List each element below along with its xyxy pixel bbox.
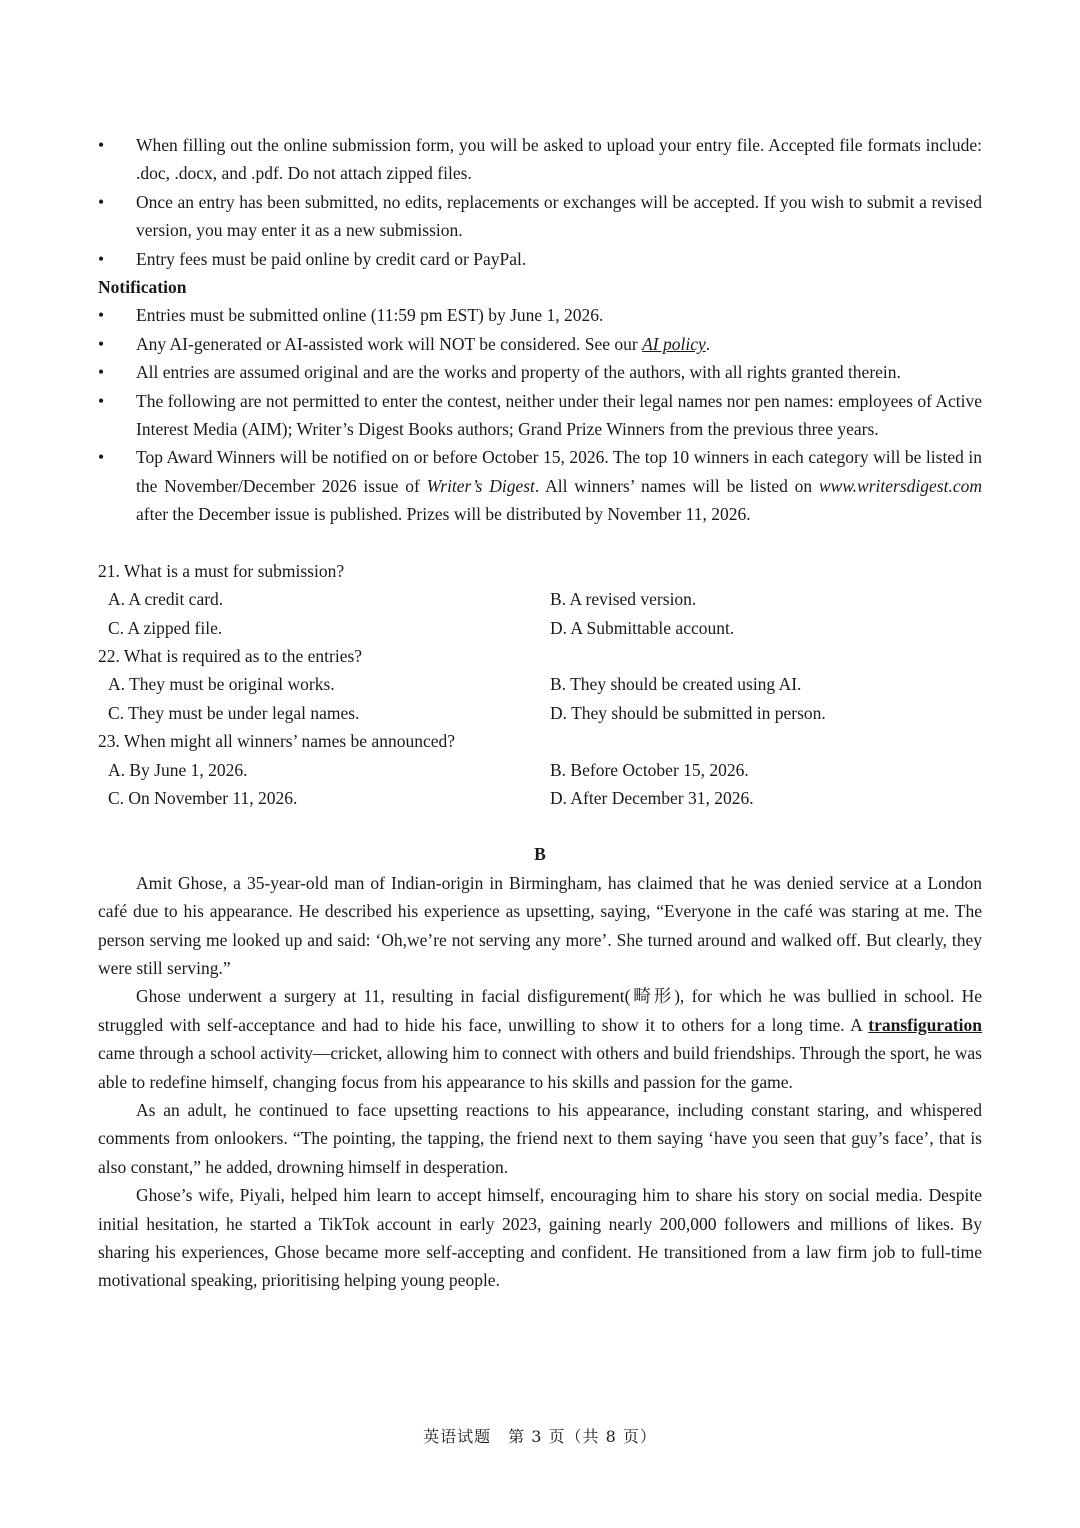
option-d: D. They should be submitted in person. (550, 702, 826, 723)
bullet-icon: • (98, 390, 105, 411)
bullet-icon: • (98, 305, 105, 326)
question-stem: 22. What is required as to the entries? (98, 645, 363, 666)
website-url: www.writersdigest.com (818, 475, 982, 496)
notification-bullet: • All entries are assumed original and are the works and property of the authors, with all rights granted therein. (98, 358, 982, 386)
question-stem: 21. What is a must for submission? (98, 560, 345, 581)
section-label: B (534, 844, 546, 865)
notification-bullet: • Entries must be submitted online (11:59 pm EST) by June 1, 2026. (98, 301, 982, 329)
passage-paragraph: As an adult, he continued to face upsetting reactions to his appearance, including constant staring, and whispered comments from onlookers. “The pointing, the tapping, the friend next to them saying ‘have you seen that guy’s face’, that is also constant,” he added, drowning himself in desperation. (98, 1100, 982, 1177)
option-c: C. A zipped file. (108, 617, 223, 638)
rule-bullet: • When filling out the online submission form, you will be asked to upload your entry file. Accepted file formats include: .doc, .docx, and .pdf. Do not attach zipped files. (98, 131, 982, 188)
underlined-keyword: transfiguration (868, 1014, 982, 1035)
notification-heading: Notification (98, 277, 187, 298)
bullet-icon: • (98, 447, 105, 468)
magazine-title: Writer’s Digest (426, 475, 535, 496)
bullet-icon: • (98, 333, 105, 354)
option-b: B. Before October 15, 2026. (550, 759, 749, 780)
bullet-icon: • (98, 362, 105, 383)
exam-page (98, 131, 982, 1295)
option-a: A. By June 1, 2026. (108, 759, 248, 780)
page-footer: 英语试题 第 3 页（共 8 页） (423, 1427, 657, 1446)
question-21 (98, 557, 982, 642)
bullet-icon: • (98, 191, 105, 212)
bullet-icon: • (98, 135, 105, 155)
option-c: C. They must be under legal names. (108, 702, 360, 723)
option-b: B. They should be created using AI. (550, 674, 802, 695)
passage-paragraph: Ghose’s wife, Piyali, helped him learn to accept himself, encouraging him to share his story on social media. Despite initial hesitation, he started a TikTok account in early 2023, gaining nearly 200,000 followers and millions of likes. By sharing his experiences, Ghose became more self-accepting and confident. He transitioned from a law firm job to full-time motivational speaking, prioritising helping young people. (98, 1185, 982, 1291)
notification-bullet: • Top Award Winners will be notified on or before October 15, 2026. The top 10 winners in each category will be listed in the November/December 2026 issue of Writer’s Digest. All winners’ names will be listed on www.writersdigest.com after the December issue is published. Prizes will be distributed by November 11, 2026. (98, 443, 982, 528)
notification-bullet: • Any AI-generated or AI-assisted work will NOT be considered. See our AI policy. (98, 330, 982, 358)
option-b: B. A revised version. (550, 589, 697, 610)
option-d: D. After December 31, 2026. (550, 787, 754, 808)
ai-policy-link[interactable]: AI policy (642, 333, 706, 354)
question-23 (98, 727, 982, 812)
option-a: A. A credit card. (108, 589, 224, 610)
rule-bullet: • Once an entry has been submitted, no edits, replacements or exchanges will be accepted. If you wish to submit a revised version, you may enter it as a new submission. (98, 188, 982, 245)
bullet-icon: • (98, 248, 105, 269)
question-22 (98, 642, 982, 727)
passage-paragraph: Amit Ghose, a 35-year-old man of Indian-origin in Birmingham, has claimed that he was denied service at a London café due to his appearance. He described his experience as upsetting, saying, “Everyone in the café was staring at me. The person serving me looked up and said: ‘Oh,we’re not serving any more’. She turned around and walked off. But clearly, they were still serving.” (98, 872, 982, 978)
option-c: C. On November 11, 2026. (108, 787, 298, 808)
question-stem: 23. When might all winners’ names be announced? (98, 731, 456, 752)
option-a: A. They must be original works. (108, 674, 335, 695)
rule-bullet: • Entry fees must be paid online by credit card or PayPal. (98, 245, 982, 273)
notification-bullet: • The following are not permitted to enter the contest, neither under their legal names nor pen names: employees of Active Interest Media (AIM); Writer’s Digest Books authors; Grand Prize Winners from the previous three years. (98, 387, 982, 444)
option-d: D. A Submittable account. (550, 617, 735, 638)
passage-paragraph: Ghose underwent a surgery at 11, resulting in facial disfigurement(畸形), for which he was bullied in school. He struggled with self-acceptance and had to hide his face, unwilling to show it to others for a long time. A transfiguration came through a school activity—cricket, allowing him to connect with others and build friendships. Through the sport, he was able to redefine himself, changing focus from his appearance to his skills and passion for the game. (98, 986, 982, 1092)
